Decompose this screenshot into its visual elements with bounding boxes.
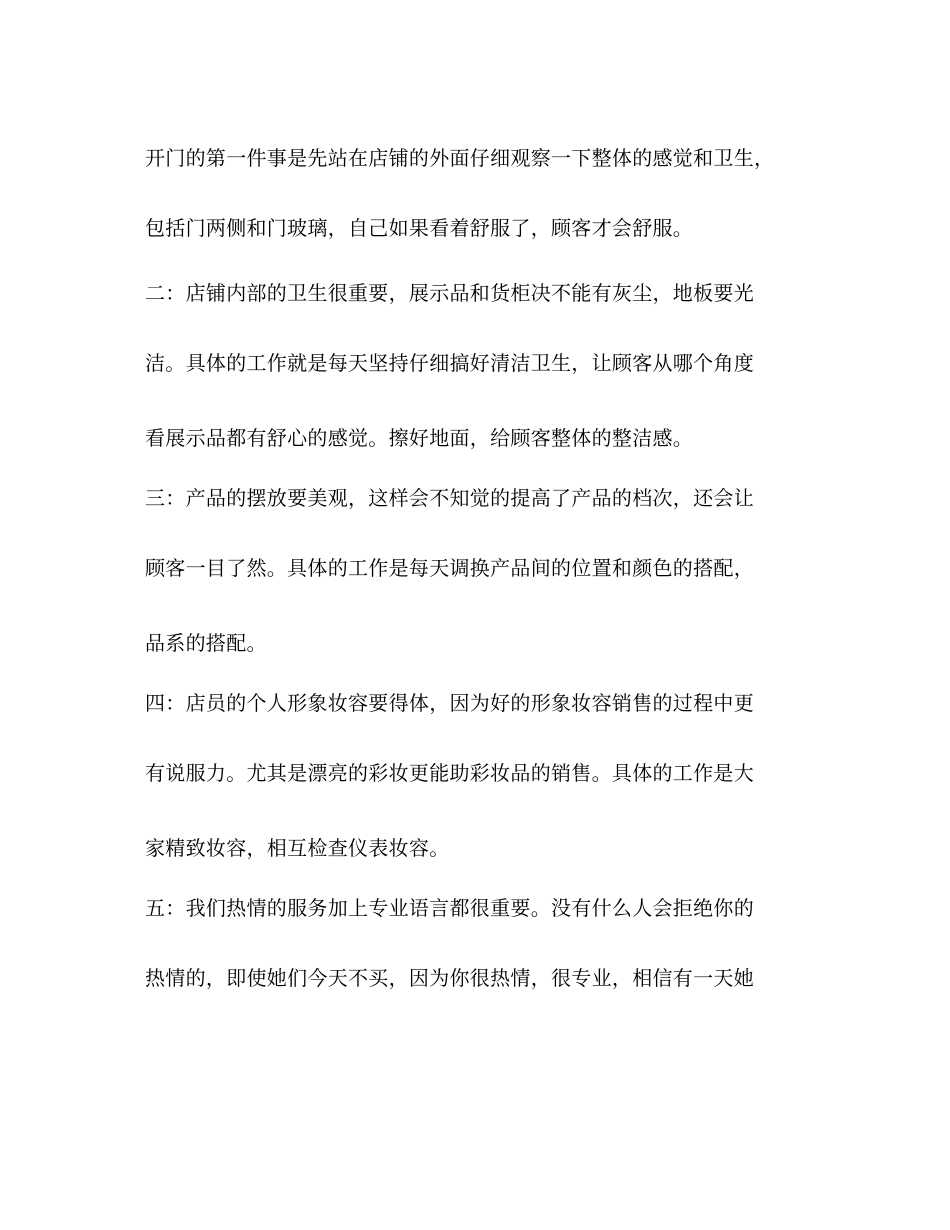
- text-line: 四：店员的个人形象妆容要得体，因为好的形象妆容销售的过程中更: [145, 691, 754, 715]
- text-line: 开门的第一件事是先站在店铺的外面仔细观察一下整体的感觉和卫生，: [145, 146, 775, 170]
- text-line: 五：我们热情的服务加上专业语言都很重要。没有什么人会拒绝你的: [145, 896, 754, 920]
- text-line: 顾客一目了然。具体的工作是每天调换产品间的位置和颜色的搭配，: [145, 556, 754, 580]
- text-line: 有说服力。尤其是漂亮的彩妆更能助彩妆品的销售。具体的工作是大: [145, 761, 754, 785]
- text-line: 品系的搭配。: [145, 631, 267, 655]
- text-line: 热情的，即使她们今天不买，因为你很热情，很专业，相信有一天她: [145, 966, 754, 990]
- text-line: 三：产品的摆放要美观，这样会不知觉的提高了产品的档次，还会让: [145, 486, 754, 510]
- text-line: 二：店铺内部的卫生很重要，展示品和货柜决不能有灰尘，地板要光: [145, 281, 754, 305]
- text-line: 看展示品都有舒心的感觉。擦好地面，给顾客整体的整洁感。: [145, 426, 694, 450]
- text-line: 包括门两侧和门玻璃，自己如果看着舒服了，顾客才会舒服。: [145, 216, 694, 240]
- text-line: 家精致妆容，相互检查仪表妆容。: [145, 836, 450, 860]
- text-line: 洁。具体的工作就是每天坚持仔细搞好清洁卫生，让顾客从哪个角度: [145, 351, 754, 375]
